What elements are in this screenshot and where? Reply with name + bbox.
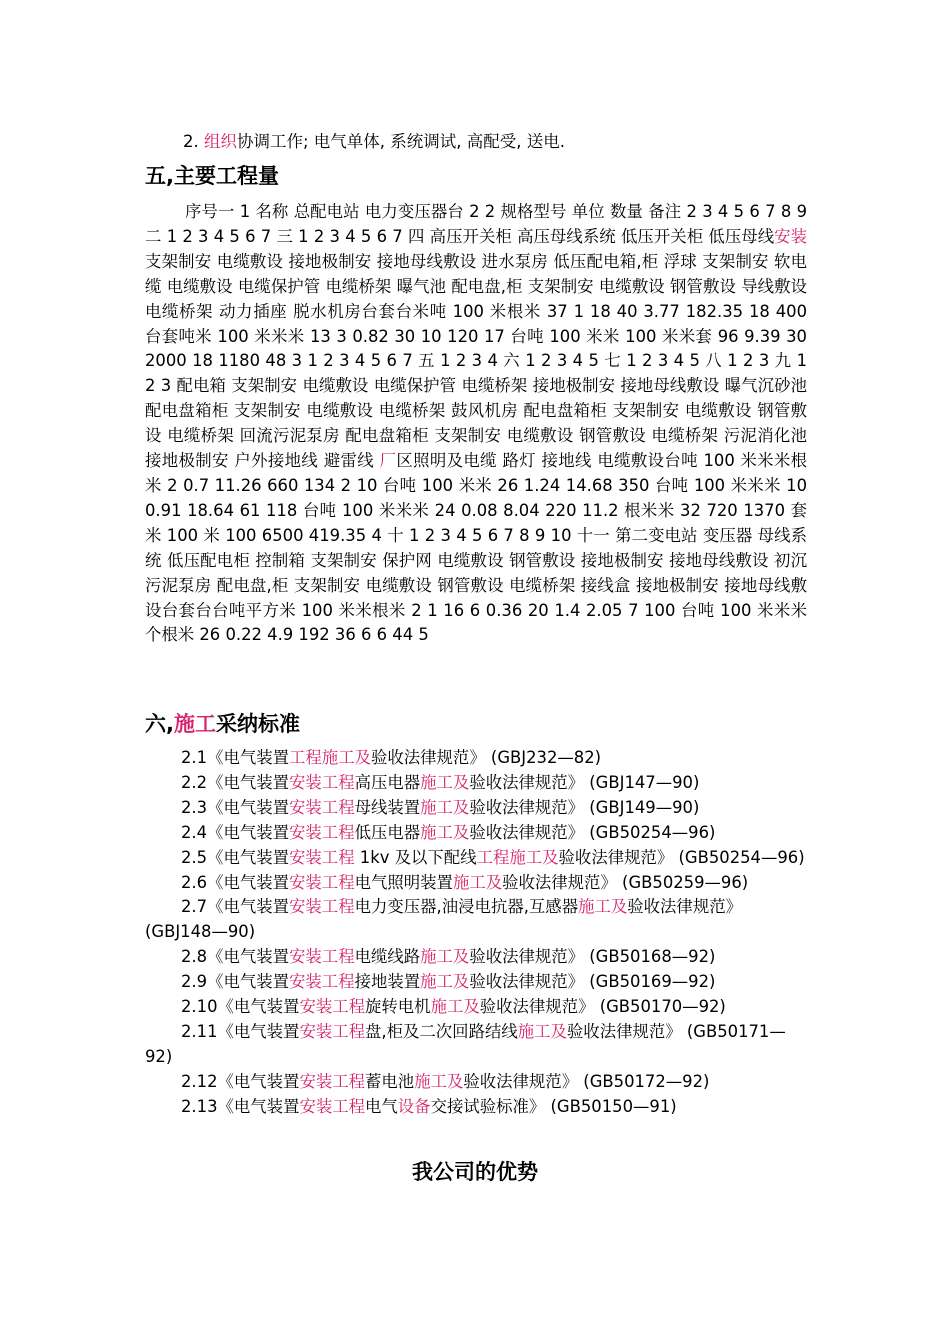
standard-highlight: 施工及 (430, 997, 480, 1017)
standard-highlight: 工程施工及 (476, 847, 559, 867)
standard-text: 电气照明装置 (354, 872, 453, 892)
standard-highlight: 施工及 (420, 947, 470, 967)
standard-highlight: 工程施工及 (289, 748, 371, 767)
standard-highlight: 施工及 (420, 822, 470, 842)
item-2-highlight: 组织 (204, 132, 237, 151)
standard-highlight: 安装工程 (299, 997, 366, 1017)
standard-item (145, 945, 807, 970)
standard-highlight: 施工及 (414, 1071, 464, 1091)
standard-text: 母线装置 (354, 797, 421, 817)
standard-item (145, 895, 807, 945)
quantities-text: 序号一 1 名称 总配电站 电力变压器台 2 2 规格型号 单位 数量 备注 2 3 4 5 6 7 8 9 二 1 2 3 4 5 6 7 三 1 2 3 4 5 6 7 四 高压开关柜 高压母线系统 低压开关柜 低压母线 (145, 202, 807, 246)
standard-text: 验收法律规范》 (GB50171—92) (145, 1021, 786, 1066)
standard-item (145, 970, 807, 995)
standard-highlight: 施工及 (420, 972, 470, 992)
section-5-heading: 五,主要工程量 (145, 164, 279, 188)
standard-text: 电气 (365, 1096, 398, 1116)
standard-text: 验收法律规范》 (GBJ148—90) (145, 897, 742, 942)
standard-text: 电力变压器,油浸电抗器,互感器 (354, 897, 579, 917)
standard-item (145, 871, 807, 896)
standard-text: 2.8《电气装置 (181, 947, 290, 967)
section-6-heading (145, 708, 300, 738)
standard-highlight: 安装工程 (289, 972, 355, 992)
standard-text: 2.10《电气装置 (181, 997, 300, 1017)
standard-text: 接地装置 (354, 972, 421, 992)
standard-text: 交接试验标准》 (GB50150—91) (430, 1096, 677, 1116)
standard-text: 2.7《电气装置 (181, 897, 290, 917)
standard-text: 2.11《电气装置 (181, 1021, 300, 1041)
standard-text: 旋转电机 (365, 997, 431, 1017)
standard-text: 验收法律规范》 (GB50172—92) (463, 1071, 710, 1091)
standard-text: 验收法律规范》 (GBJ232—82) (370, 748, 602, 767)
standard-text: 高压电器 (354, 772, 421, 792)
standard-highlight: 施工及 (578, 897, 628, 917)
standard-text: 蓄电池 (365, 1071, 415, 1091)
standard-text: 2.2《电气装置 (181, 772, 290, 792)
standard-highlight: 安装工程 (299, 1096, 366, 1116)
standard-highlight: 安装工程 (299, 1021, 366, 1041)
standards-list (145, 746, 807, 1120)
standard-item (145, 1095, 807, 1120)
standard-highlight: 施工及 (452, 872, 503, 892)
quantities-highlight: 厂 (379, 451, 397, 471)
standard-highlight: 安装工程 (289, 797, 355, 817)
standard-highlight: 安装工程 (289, 772, 355, 792)
standard-item (145, 821, 807, 846)
standard-text: 2.9《电气装置 (181, 972, 290, 992)
section-6-heading-highlight: 施工 (173, 712, 216, 736)
standard-text: 验收法律规范》 (GB50170—92) (479, 997, 726, 1017)
standard-text: 2.3《电气装置 (181, 797, 290, 817)
section-6-heading-prefix: 六, (145, 712, 174, 736)
standard-item (145, 1070, 807, 1095)
standard-item (145, 796, 807, 821)
quantities-text: 支架制安 电缆敷设 接地极制安 接地母线敷设 进水泵房 低压配电箱,柜 浮球 支架制安 软电缆 电缆敷设 电缆保护管 电缆桥架 曝气池 配电盘,柜 支架制安 电缆敷设 钢管敷设 导线敷设 电缆桥架 动力插座 脱水机房台套台米吨 100 米根米 37 1 18 40 3.77 182.35 18 400 台套吨米 100 米米米 13 3 0.82 30 10 120 17 台吨 100 米米 100 米米套 96 9.39 30 2000 18 1180 48 3 1 2 3 4 5 6 7 五 1 2 3 4 六 1 2 3 4 5 七 1 2 3 4 5 八 1 2 3 九 1 2 3 配电箱 支架制安 电缆敷设 电缆保护管 电缆桥架 接地极制安 接地母线敷设 曝气沉砂池 配电盘箱柜 支架制安 电缆敷设 电缆桥架 鼓风机房 配电盘箱柜 支架制安 电缆敷设 钢管敷设 电缆桥架 回流污泥泵房 配电盘箱柜 支架制安 电缆敷设 钢管敷设 电缆桥架 污泥消化池 接地极制安 户外接地线 避雷线 (145, 251, 807, 471)
quantities-text: 区照明及电缆 路灯 接地线 电缆敷设台吨 100 米米米根米 2 0.7 11.26 660 134 2 10 台吨 100 米米 26 1.24 14.68 350 台吨 100 米米米 10 0.91 18.64 61 118 台吨 100 米米米 24 0.08 8.04 220 11.2 根米米 32 720 1370 套米 100 米 100 6500 419.35 4 十 1 2 3 4 5 6 7 8 9 10 十一 第二变电站 变压器 母线系统 低压配电柜 控制箱 支架制安 保护网 电缆敷设 钢管敷设 接地极制安 接地母线敷设 初沉污泥泵房 配电盘,柜 支架制安 电缆敷设 钢管敷设 电缆桥架 接线盒 接地极制安 接地母线敷设台套台台吨平方米 100 米米根米 2 1 16 6 0.36 20 1.4 2.05 7 100 台吨 100 米米米个根米 26 0.22 4.9 192 36 6 6 44 5 (145, 451, 807, 645)
standard-text: 验收法律规范》 (GB50259—96) (502, 872, 749, 892)
standard-text: 2.12《电气装置 (181, 1071, 300, 1091)
standard-highlight: 安装工程 (289, 947, 355, 967)
standard-text: 验收法律规范》 (GBJ149—90) (469, 797, 700, 817)
section-6-heading-rest: 采纳标准 (215, 712, 300, 736)
standard-text: 2.4《电气装置 (181, 822, 290, 842)
standard-text: 2.13《电气装置 (181, 1096, 300, 1116)
standard-text: 2.1《电气装置 (181, 748, 290, 767)
standard-text: 验收法律规范》 (GB50254—96) (558, 847, 805, 867)
company-advantages-heading: 我公司的优势 (412, 1160, 538, 1184)
standard-text: 电缆线路 (354, 947, 421, 967)
standard-highlight: 施工及 (517, 1021, 567, 1041)
standard-item (145, 1020, 807, 1070)
standard-text: 验收法律规范》 (GB50254—96) (469, 822, 716, 842)
standard-item (145, 746, 807, 771)
standard-text: 验收法律规范》 (GBJ147—90) (469, 772, 700, 792)
standard-item (145, 771, 807, 796)
standard-highlight: 安装工程 (289, 822, 355, 842)
standard-item (145, 846, 807, 871)
standard-text: 盘,柜及二次回路结线 (365, 1021, 518, 1041)
item-2-text: 协调工作; 电气单体, 系统调试, 高配受, 送电. (237, 132, 566, 151)
standard-highlight: 安装工程 (289, 872, 355, 892)
standard-highlight: 设备 (397, 1096, 431, 1116)
quantities-highlight: 安装 (774, 226, 807, 246)
standard-text: 1kv 及以下配线 (354, 847, 477, 867)
item-2-line (183, 128, 565, 152)
standard-text: 2.6《电气装置 (181, 872, 290, 892)
standard-text: 2.5《电气装置 (181, 847, 290, 867)
standard-highlight: 安装工程 (289, 847, 355, 867)
standard-text: 验收法律规范》 (GB50168—92) (469, 947, 716, 967)
standard-highlight: 安装工程 (299, 1071, 366, 1091)
standard-item (145, 995, 807, 1020)
standard-text: 验收法律规范》 (GB50169—92) (469, 972, 716, 992)
standard-highlight: 安装工程 (289, 897, 355, 917)
standard-highlight: 施工及 (420, 797, 470, 817)
quantities-paragraph (145, 200, 807, 648)
standard-highlight: 施工及 (420, 772, 470, 792)
item-2-prefix: 2. (183, 132, 204, 151)
standard-text: 低压电器 (354, 822, 421, 842)
